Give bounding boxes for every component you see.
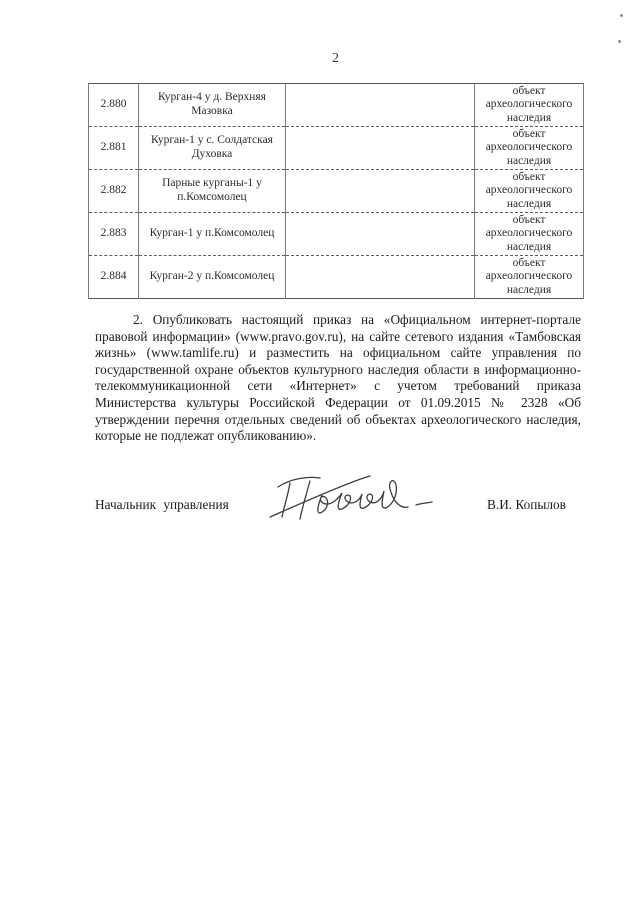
row-number: 2.884 bbox=[89, 256, 139, 299]
row-number: 2.883 bbox=[89, 213, 139, 256]
signatory-title: Начальник управления bbox=[95, 497, 229, 512]
object-type: объект археологического наследия bbox=[475, 84, 584, 127]
redacted-location-cell bbox=[286, 84, 475, 127]
object-type: объект археологического наследия bbox=[475, 213, 584, 256]
object-type: объект археологического наследия bbox=[475, 256, 584, 299]
heritage-objects-table bbox=[88, 83, 584, 299]
handwritten-signature bbox=[266, 471, 436, 526]
scan-speck bbox=[618, 40, 621, 43]
table-row bbox=[89, 213, 584, 256]
table-row bbox=[89, 256, 584, 299]
redacted-location-cell bbox=[286, 256, 475, 299]
object-name: Курган-2 у п.Комсомолец bbox=[139, 256, 286, 299]
object-type: объект археологического наследия bbox=[475, 170, 584, 213]
object-name: Курган-1 у с. Солдатская Духовка bbox=[139, 127, 286, 170]
table-row bbox=[89, 127, 584, 170]
signatory-name: В.И. Копылов bbox=[487, 497, 566, 512]
object-name: Парные курганы-1 у п.Комсомолец bbox=[139, 170, 286, 213]
publication-order-paragraph: 2. Опубликовать настоящий приказ на «Официальном интернет-портале правовой информации» (www.pravo.gov.ru), на сайте сетевого издания «Тамбовская жизнь» (www.tamlife.ru) и разместить на официальном сайте управления по государственной охране объектов культурного наследия области в информационно-телекоммуникационной сети «Интернет» с учетом требований приказа Министерства культуры Российской Федерации от 01.09.2015 № 2328 «Об утверждении перечня отдельных сведений об объектах археологического наследия, которые не подлежат опубликованию». bbox=[95, 312, 581, 444]
page-number: 2 bbox=[332, 51, 339, 66]
table-row bbox=[89, 170, 584, 213]
object-name: Курган-1 у п.Комсомолец bbox=[139, 213, 286, 256]
row-number: 2.881 bbox=[89, 127, 139, 170]
table-row bbox=[89, 84, 584, 127]
object-type: объект археологического наследия bbox=[475, 127, 584, 170]
row-number: 2.880 bbox=[89, 84, 139, 127]
scan-speck bbox=[620, 14, 623, 17]
redacted-location-cell bbox=[286, 170, 475, 213]
object-name: Курган-4 у д. Верхняя Мазовка bbox=[139, 84, 286, 127]
redacted-location-cell bbox=[286, 213, 475, 256]
redacted-location-cell bbox=[286, 127, 475, 170]
row-number: 2.882 bbox=[89, 170, 139, 213]
